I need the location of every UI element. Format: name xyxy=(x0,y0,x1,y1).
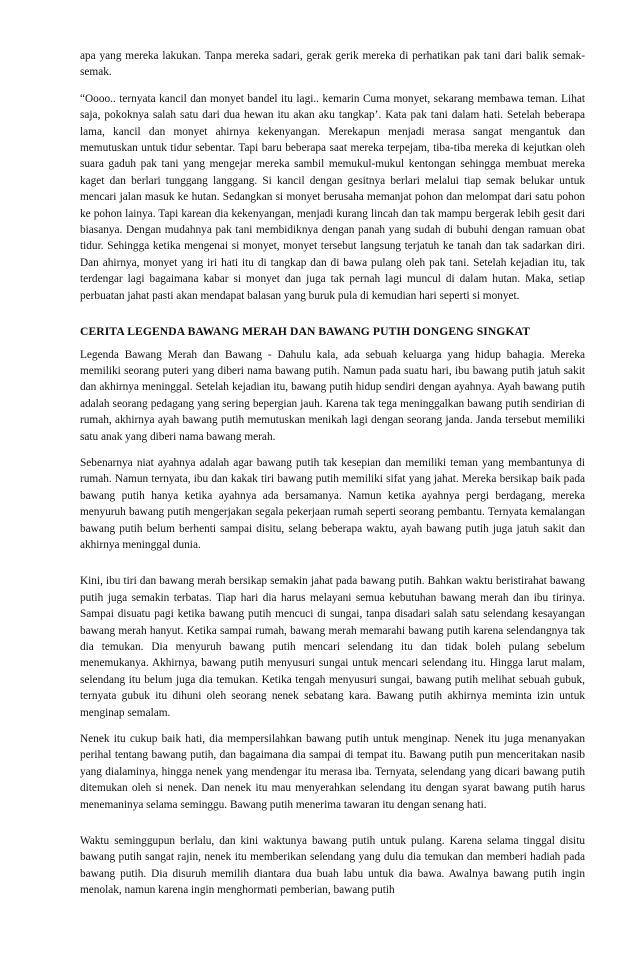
section-heading: CERITA LEGENDA BAWANG MERAH DAN BAWANG PUTIH DONGENG SINGKAT xyxy=(80,325,531,339)
paragraph: apa yang mereka lakukan. Tanpa mereka sadari, gerak gerik mereka di perhatikan pak tani dari balik semak-semak. xyxy=(80,50,585,79)
paragraph: Nenek itu cukup baik hati, dia mempersilahkan bawang putih untuk menginap. Nenek itu juga menanyakan perihal tentang bawang putih, dan bagaimana dia sampai di tempat itu. Bawang putih pun menceritakan nasib yang dialaminya, hingga nenek yang mendengar itu merasa iba. Ternyata, selendang yang dicari bawang putih ditemukan oleh si nenek. Dan nenek itu mau menyerahkan selendang itu dengan syarat bawang putih harus menemaninya selama seminggu. Bawang putih menerima tawaran itu dengan senang hati. xyxy=(80,733,585,811)
paragraph: Sebenarnya niat ayahnya adalah agar bawang putih tak kesepian dan memiliki teman yang membantunya di rumah. Namun ternyata, ibu dan kakak tiri bawang putih memiliki sifat yang jahat. Mereka bersikap baik pada bawang putih hanya ketika ayahnya ada bersamanya. Namun ketika ayahnya pergi berdagang, mereka menyuruh bawang putih mengerjakan segala pekerjaan rumah seperti seorang pembantu. Ternyata kemalangan bawang putih belum berhenti sampai disitu, selang beberapa waktu, ayah bawang putih juga jatuh sakit dan akhirnya meninggal dunia. xyxy=(80,456,585,551)
paragraph: Kini, ibu tiri dan bawang merah bersikap semakin jahat pada bawang putih. Bahkan waktu beristirahat bawang putih juga semakin terbatas. Tiap hari dia harus melayani semua kebutuhan bawang merah dan ibu tirinya. Sampai disuatu pagi ketika bawang putih mencuci di sungai, tanpa disadari salah satu selendang kesayangan bawang merah hanyut. Ketika sampai rumah, bawang merah memarahi bawang putih karena selendangnya tak dia temukan. Dia menyuruh bawang putih mencari selendang itu dan tidak boleh pulang sebelum menemukanya. Akhirnya, bawang putih menyusuri sungai untuk mencari selendang itu. Hingga larut malam, selendang itu belum juga dia temukan. Ketika tengah menyusuri sungai, bawang putih melihat sebuah gubuk, ternyata gubuk itu dihuni oleh seorang nenek sebatang kara. Bawang putih akhirnya meminta izin untuk menginap semalam. xyxy=(80,575,585,719)
paragraph: Legenda Bawang Merah dan Bawang - Dahulu kala, ada sebuah keluarga yang hidup bahagia. Mereka memiliki seorang puteri yang diberi nama bawang putih. Namun pada suatu hari, ibu bawang putih jatuh sakit dan akhirnya meninggal. Setelah kejadian itu, bawang putih hidup sendiri dengan ayahnya. Ayah bawang putih adalah seorang pedagang yang sering bepergian jauh. Karena tak tega meninggalkan bawang putih sendirian di rumah, akhirnya ayah bawang putih memutuskan menikah lagi dengan seorang janda. Janda tersebut memiliki satu anak yang diberi nama bawang merah. xyxy=(80,348,585,443)
paragraph: “Oooo.. ternyata kancil dan monyet bandel itu lagi.. kemarin Cuma monyet, sekarang membawa teman. Lihat saja, pokoknya salah satu dari dua hewan itu akan aku tangkap’. Kata pak tani dalam hati. Setelah beberapa lama, kancil dan monyet ahirnya kekenyangan. Merekapun menjadi merasa sangat mengantuk dan memutuskan untuk tidur sebentar. Tapi baru beberapa saat mereka terpejam, tiba-tiba mereka di kejutkan oleh suara gaduh pak tani yang mengejar mereka sambil memukul-mukul kentongan sehingga membuat mereka kaget dan berlari tunggang langgang. Si kancil dengan gesitnya berlari melalui tiap semak belukar untuk mencari jalan masuk ke hutan. Sedangkan si monyet berusaha memanjat pohon dan melompat dari satu pohon ke pohon lainya. Tapi karean dia kekenyangan, menjadi kurang lincah dan tak mampu bergerak lebih gesit dari biasanya. Dengan mudahnya pak tani membidiknya dengan panah yang sudah di bubuhi dengan ramuan obat tidur. Sehingga ketika mengenai si monyet, monyet tersebut langsung terjatuh ke tanah dan tak sadarkan diri. Dan ahirnya, monyet yang iri hati itu di tangkap dan di bawa pulang oleh pak tani. Setelah kejadian itu, tak terdengar lagi bagaimana kabar si monyet dan juga tak pernah lagi muncul di dalam hutan. Maka, setiap perbuatan jahat pasti akan mendapat balasan yang buruk pula di kemudian hari seperti si monyet. xyxy=(80,92,585,302)
document-page xyxy=(80,48,585,899)
paragraph: Waktu seminggupun berlalu, dan kini waktunya bawang putih untuk pulang. Karena selama tinggal disitu bawang putih sangat rajin, nenek itu memberikan selendang yang dulu dia temukan dan memberi hadiah pada bawang putih. Dia disuruh memilih diantara dua buah labu untuk dia bawa. Awalnya bawang putih ingin menolak, namun karena ingin menghormati pemberian, bawang putih xyxy=(80,835,585,897)
